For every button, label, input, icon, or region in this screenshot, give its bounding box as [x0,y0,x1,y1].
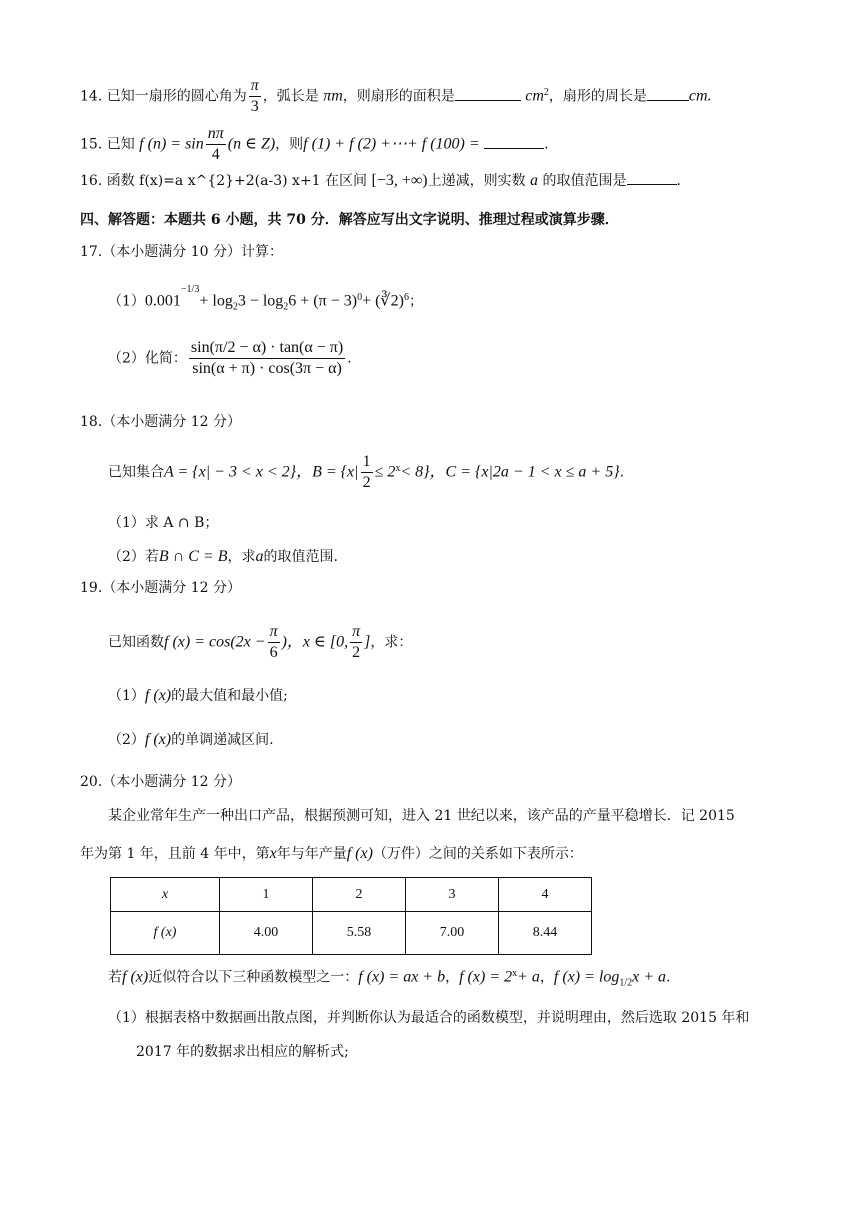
q14-number: 14. [80,88,103,105]
q19-header: 19.（本小题满分 12 分） [80,580,241,596]
q19-part-1 [108,686,288,706]
q18-header: 18.（本小题满分 12 分） [80,414,241,430]
q18-p2-post: ，求 [227,549,256,565]
q17-p1-exponent-0: 0 [357,292,363,303]
q20-part-1-line-2: 2017 年的数据求出相应的解析式; [136,1044,349,1060]
q14-frac-numerator: π [249,76,261,97]
q20-para2-function: f (x) [346,845,373,862]
q17-part-1 [108,284,423,317]
q20-data-table [110,877,592,955]
q20-para2-x: x [269,845,277,862]
q19-p2-text: 的单调递减区间. [171,732,274,748]
q19-p2-label: （2） [108,732,145,748]
table-cell-x2: 2 [313,878,406,912]
q20-models-mid: 近似符合以下三种函数模型之一： [148,969,359,986]
q18-frac-denominator: 2 [362,474,371,491]
q17-p2-end: . [347,350,352,367]
table-cell-x3: 3 [406,878,499,912]
q18-frac-numerator: 1 [361,452,373,473]
q18-end: . [619,464,625,481]
q19-domain-denominator: 2 [352,644,361,661]
q18-p2-prefix: （2）若 [108,549,159,565]
q17-p1-root: + (∛2) [362,292,404,310]
q16-text-1: 函数 f(x)=a x^{2}+2(a-3) x+1 在区间 [106,173,368,189]
q18-p2-variable: a [255,548,264,565]
q15-end: . [544,136,549,153]
question-14 [80,76,712,117]
q17-p1-label: （1） [108,293,145,310]
q14-text-3: ，则扇形的面积是 [342,88,455,105]
q14-area-blank [455,86,521,101]
table-cell-x1: 1 [220,878,313,912]
q19-domain-prefix: ，x ∈ [0, [286,633,349,651]
question-15 [80,124,549,165]
q20-para2-prefix: 年为第 1 年，且前 4 年中，第 [80,846,270,862]
q20-part-1-line-1: （1）根据表格中数据画出散点图，并判断你认为最适合的函数模型，并说明理由，然后选取 2015 年和 [108,1010,750,1026]
q20-models-line [108,964,671,993]
q17-p1-exponent: −1/3 [180,284,200,295]
q18-set-b-post: ≤ 2 [374,463,396,481]
q19-part-2 [108,730,274,750]
q17-part-2 [108,338,352,394]
q18-set-a: A = {x| − 3 < x < 2} [164,463,297,481]
q16-text-2: 上递减，则实数 [427,173,526,189]
q20-para2-post: （万件）之间的关系如下表所示： [372,846,583,862]
q16-end: . [676,173,681,189]
q19-domain-end: ] [364,633,371,651]
q15-fraction [206,124,226,165]
q19-domain-numerator: π [350,622,362,643]
q20-model-linear: f (x) = ax + b [358,968,446,986]
q14-arc-length: πm [323,87,343,105]
table-row [111,878,592,912]
q18-p2-expression: B ∩ C = B [158,548,228,565]
q18-part-2 [108,547,338,567]
q19-p1-label: （1） [108,688,145,704]
q14-text-2: ，弧长是 [262,88,319,105]
q17-p1-end: ； [408,293,423,310]
q20-model-log: f (x) = log [553,968,620,986]
q20-separator-2: ， [539,969,554,986]
q18-sets [108,452,624,493]
q17-p1-log: + log [199,292,233,310]
q14-perimeter-blank [647,86,689,101]
q14-unit-2: cm. [688,87,712,105]
q15-frac-numerator: nπ [206,124,226,145]
table-cell-fx4: 8.44 [499,912,592,955]
table-header-x: x [111,878,220,912]
q16-interval: [−3, +∞) [371,172,428,189]
q17-p1-log-base-1: 2 [232,301,238,313]
q19-frac-denominator: 6 [269,644,278,661]
q14-angle-fraction [249,76,261,117]
table-cell-fx2: 5.58 [313,912,406,955]
section-4-heading: 四、解答题：本题共 6 小题，共 70 分．解答应写出文字说明、推理过程或演算步骤． [80,212,619,228]
q19-p2-function: f (x) [144,731,172,748]
q17-p1-power: 6 + (π − 3) [288,292,358,310]
q15-function: f (n) = sin [139,135,204,153]
q19-function: f (x) = cos(2x − [164,633,266,651]
q15-text-1: 已知 [106,136,135,153]
q17-p1-log-base-2: 2 [283,301,289,313]
q16-variable: a [530,172,539,189]
q17-p2-numerator: sin(π/2 − α) · tan(α − π) [189,338,345,359]
q20-models-prefix: 若 [108,969,122,986]
q20-model-exponential: f (x) = 2 [459,968,513,986]
q18-set-b-exponent: x [395,462,401,474]
q17-p1-exponent-6: 6 [403,292,409,303]
q20-paragraph-line-1: 某企业常年生产一种出口产品，根据预测可知，进入 21 世纪以来，该产品的产量平稳增长．记 2015 [108,808,735,824]
q20-paragraph-line-2 [80,844,583,864]
q18-set-b-prefix: ，B = {x| [296,463,359,481]
q14-unit-1: cm [525,87,544,105]
q15-condition: (n ∈ Z) [227,135,276,153]
q19-function-end: ) [281,633,287,651]
q20-para2-mid: 年与年产量 [276,846,347,862]
q17-header: 17.（本小题满分 10 分）计算： [80,244,283,260]
q20-model-exponential-post: + a [517,968,540,986]
table-row [111,912,592,955]
q19-text-2: ，求： [370,634,413,651]
q16-text-3: 的取值范围是 [542,173,627,189]
table-cell-fx3: 7.00 [406,912,499,955]
q20-models-end: . [666,969,671,986]
q14-text-1: 已知一扇形的圆心角为 [106,88,247,105]
q14-frac-denominator: 3 [250,98,259,115]
table-cell-fx1: 4.00 [220,912,313,955]
q16-answer-blank [627,170,677,185]
q17-p2-fraction [189,338,345,379]
q18-set-b-end: < 8} [400,463,430,481]
q20-header: 20.（本小题满分 12 分） [80,774,241,790]
table-cell-x4: 4 [499,878,592,912]
q19-fraction [268,622,280,663]
q20-models-function: f (x) [122,968,149,986]
q17-p1-base: 0.001 [144,292,181,310]
q19-domain-fraction [350,622,362,663]
q20-model-exponential-exponent: x [512,968,518,979]
q17-p2-denominator: sin(α + π) · cos(3π − α) [192,360,342,377]
q18-set-b-fraction [361,452,373,493]
q15-sum: f (1) + f (2) +⋯+ f (100) = [303,135,480,153]
q18-part-1: （1）求 A ∩ B； [108,515,219,531]
q15-frac-denominator: 4 [211,146,220,163]
q18-p2-end: 的取值范围. [263,549,338,565]
q17-p2-label: （2）化简： [108,350,187,367]
q19-frac-numerator: π [268,622,280,643]
q15-answer-blank [484,134,544,149]
table-header-fx: f (x) [111,912,220,955]
q20-separator-1: ， [445,969,460,986]
q14-unit-1-exponent: 2 [543,86,549,98]
q15-number: 15. [80,136,103,153]
q18-set-c: ，C = {x|2a − 1 < x ≤ a + 5} [429,463,620,481]
q17-p1-log-2: 3 − log [237,292,284,310]
q14-text-4: ，扇形的周长是 [548,88,647,105]
q16-number: 16. [80,173,103,189]
q19-text-1: 已知函数 [108,634,164,651]
q19-function-line [108,622,412,663]
q19-p1-text: 的最大值和最小值; [171,688,288,704]
q19-p1-function: f (x) [144,687,172,704]
q18-text-1: 已知集合 [108,464,164,481]
q20-model-log-base: 1/2 [619,977,633,989]
q15-text-2: ，则 [275,136,304,153]
question-16 [80,170,681,191]
q20-model-log-post: x + a [632,968,667,986]
